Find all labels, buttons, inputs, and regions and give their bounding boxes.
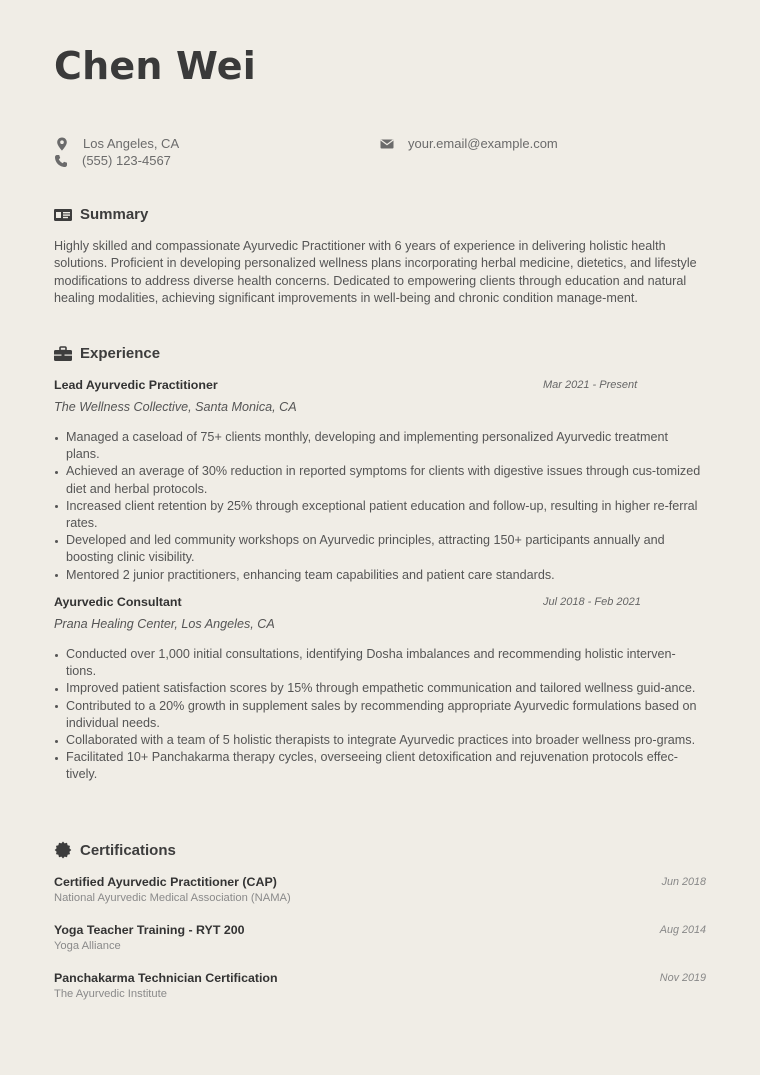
job-date: Jul 2018 - Feb 2021 xyxy=(543,596,641,608)
envelope-icon xyxy=(380,137,394,151)
job-date: Mar 2021 - Present xyxy=(543,379,638,391)
list-item: Facilitated 10+ Panchakarma therapy cycles, overseeing client detoxification and rejuvenation protocols effec-tively. xyxy=(54,749,704,783)
phone-text: (555) 123-4567 xyxy=(82,153,171,168)
summary-heading xyxy=(54,206,148,223)
contact-phone xyxy=(54,153,171,168)
job-title: Ayurvedic Consultant xyxy=(54,595,182,609)
certification-issuer: Yoga Alliance xyxy=(54,940,121,952)
certifications-heading-text: Certifications xyxy=(80,841,176,859)
contact-email xyxy=(380,136,558,151)
job-bullets xyxy=(54,646,704,784)
contact-location xyxy=(54,136,179,151)
summary-text: Highly skilled and compassionate Ayurvedic Practitioner with 6 years of experience in delivering holistic health solutions. Proficient in developing personalized wellness plans incorporating herbal medicine, dietetics, and lifestyle modifications to address diverse health concerns. Dedicated to empowering clients through education and natural healing modalities, achieving significant improvements in well-being and chronic condition manage-ment. xyxy=(54,239,697,305)
certification-date: Aug 2014 xyxy=(659,924,706,936)
email-link[interactable]: your.email@example.com xyxy=(408,136,558,151)
certification-issuer: National Ayurvedic Medical Association (NAMA) xyxy=(54,892,291,904)
list-item: Improved patient satisfaction scores by 15% through empathetic communication and tailored wellness guid-ance. xyxy=(54,680,704,697)
location-text: Los Angeles, CA xyxy=(83,136,180,151)
id-card-icon xyxy=(54,207,72,223)
job-company: The Wellness Collective, Santa Monica, CA xyxy=(54,400,297,414)
job-bullets xyxy=(54,429,704,584)
phone-icon xyxy=(54,154,68,168)
badge-icon xyxy=(54,841,72,859)
list-item: Developed and led community workshops on Ayurvedic principles, attracting 150+ participants annually and boosting clinic visibility. xyxy=(54,532,704,566)
map-pin-icon xyxy=(55,137,69,151)
certification-date: Jun 2018 xyxy=(661,876,706,888)
experience-heading xyxy=(54,345,160,362)
list-item: Achieved an average of 30% reduction in reported symptoms for clients with digestive issues through cus-tomized diet and herbal protocols. xyxy=(54,463,704,497)
certification-issuer: The Ayurvedic Institute xyxy=(54,988,167,1000)
candidate-name: Chen Wei xyxy=(54,44,256,88)
list-item: Conducted over 1,000 initial consultations, identifying Dosha imbalances and recommending holistic interven-tions. xyxy=(54,646,704,680)
job-company: Prana Healing Center, Los Angeles, CA xyxy=(54,617,275,631)
certification-title: Yoga Teacher Training - RYT 200 xyxy=(54,923,245,937)
certifications-heading xyxy=(54,841,176,859)
summary-heading-text: Summary xyxy=(80,206,149,223)
job-title: Lead Ayurvedic Practitioner xyxy=(54,378,218,392)
list-item: Mentored 2 junior practitioners, enhancing team capabilities and patient care standards. xyxy=(54,567,704,584)
list-item: Managed a caseload of 75+ clients monthly, developing and implementing personalized Ayurvedic treatment plans. xyxy=(54,429,704,463)
briefcase-icon xyxy=(54,346,72,362)
list-item: Collaborated with a team of 5 holistic therapists to integrate Ayurvedic practices into broader wellness pro-grams. xyxy=(54,732,704,749)
experience-heading-text: Experience xyxy=(80,345,161,362)
certification-title: Panchakarma Technician Certification xyxy=(54,971,278,985)
list-item: Contributed to a 20% growth in supplement sales by recommending appropriate Ayurvedic formulations based on individual needs. xyxy=(54,698,704,732)
certification-date: Nov 2019 xyxy=(659,972,706,984)
list-item: Increased client retention by 25% through exceptional patient education and follow-up, resulting in higher re-ferral rates. xyxy=(54,498,704,532)
certification-title: Certified Ayurvedic Practitioner (CAP) xyxy=(54,875,277,889)
